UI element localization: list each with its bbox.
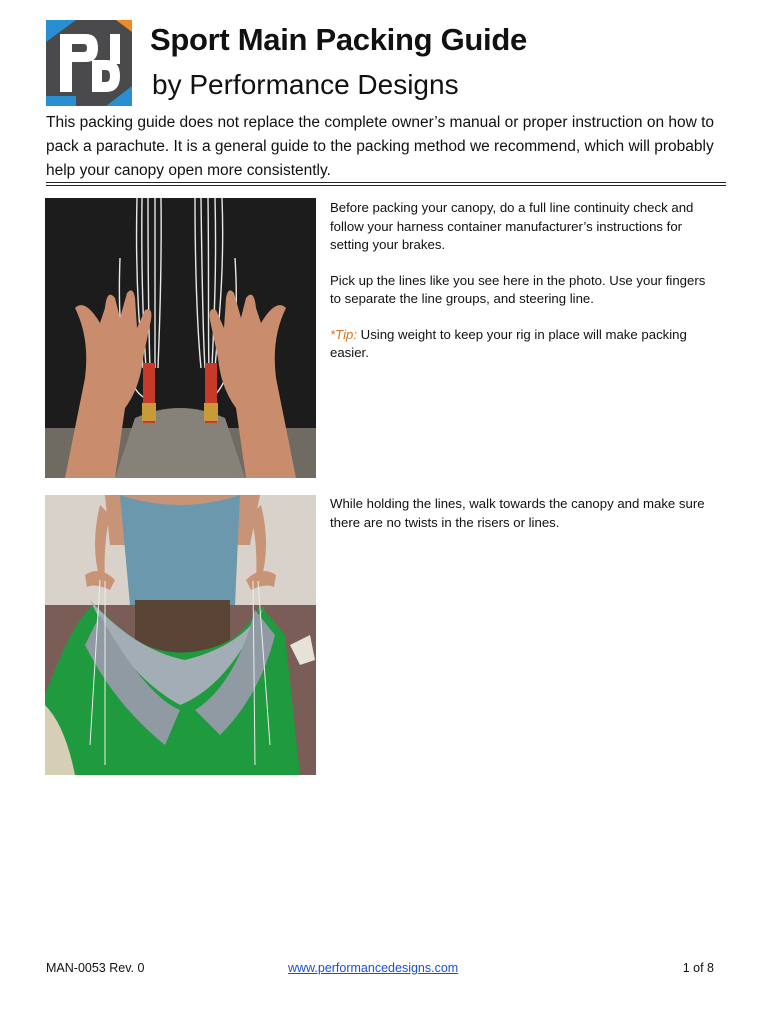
header-divider-2 (46, 185, 726, 186)
page-title: Sport Main Packing Guide (150, 22, 527, 57)
step-2-paragraph-1: While holding the lines, walk towards the canopy and make sure there are no twists in the risers or lines. (330, 496, 705, 530)
step-1-text (330, 199, 708, 380)
footer-website-link[interactable]: www.performancedesigns.com (288, 961, 459, 975)
pd-logo-icon (46, 20, 132, 106)
footer-page-number: 1 of 8 (682, 961, 714, 975)
intro-paragraph: This packing guide does not replace the complete owner’s manual or proper instruction on how to pack a parachute. It is a general guide to the packing method we recommend, which will probably help your canopy open more consistently. (46, 114, 715, 179)
step-1-paragraph-1: Before packing your canopy, do a full line continuity check and follow your harness container manufacturer’s instructions for setting your brakes. (330, 200, 694, 252)
step-2-text (330, 495, 708, 549)
tip-text: Using weight to keep your rig in place will make packing easier. (330, 326, 687, 360)
step-1-tip (330, 326, 708, 363)
tip-label: *Tip: (330, 326, 357, 342)
step-1-paragraph-2: Pick up the lines like you see here in the photo. Use your fingers to separate the line groups, and steering line. (330, 272, 706, 306)
footer-doc-id: MAN-0053 Rev. 0 (46, 961, 145, 975)
photo-walking-toward-canopy (45, 495, 316, 775)
photo-hands-separating-lines (45, 198, 316, 478)
page-subtitle: by Performance Designs (152, 69, 459, 100)
header-divider (46, 182, 726, 183)
